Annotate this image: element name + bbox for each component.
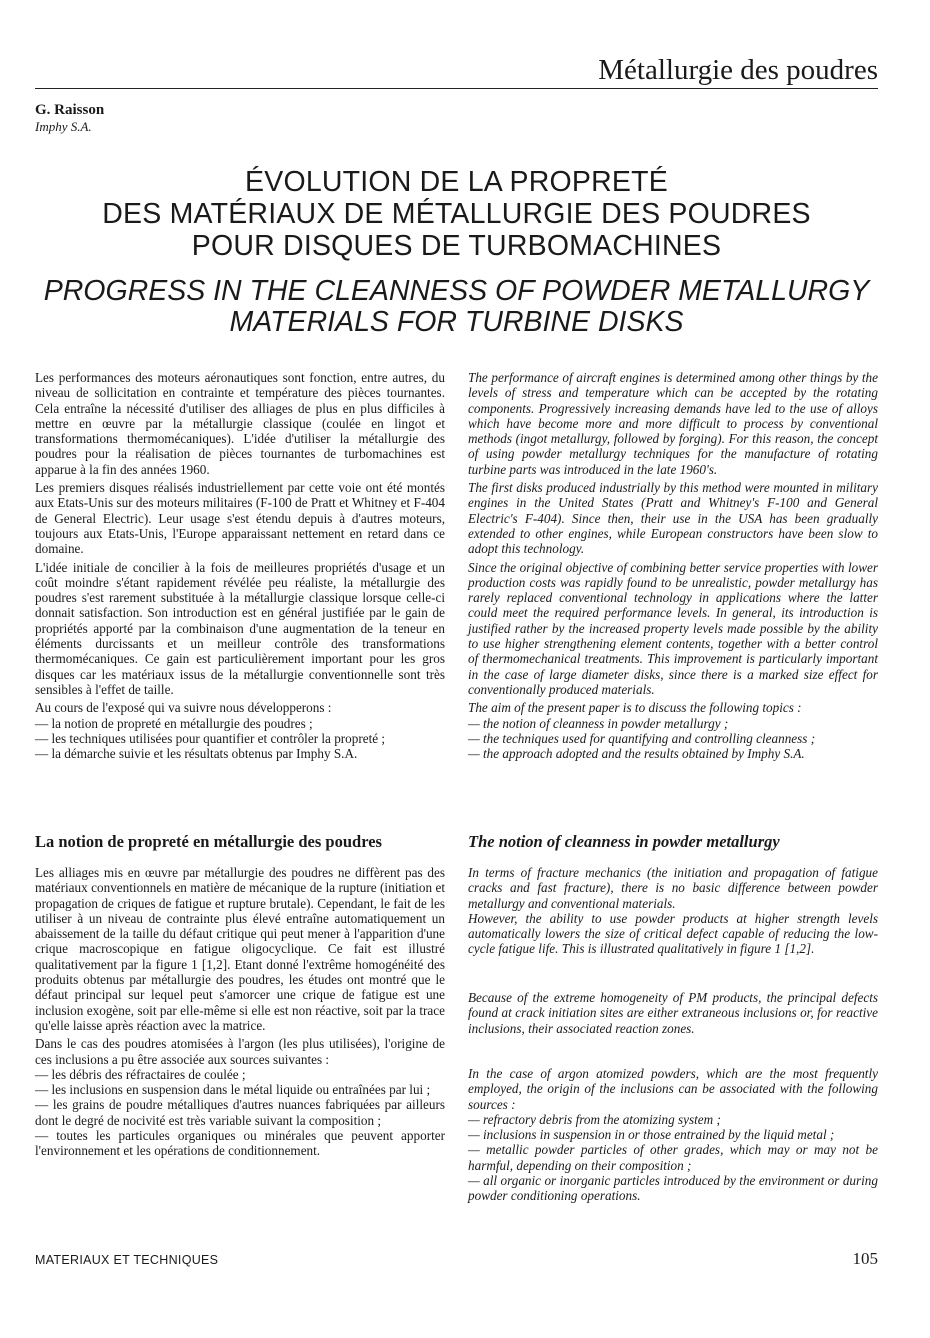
- paragraph: The first disks produced industrially by this method were mounted in military engines in the United States (Pratt and Whitney's F-100 and General Electric's F-404). Since then, their use in the USA has been gradually extended to other engines, while European constructors have been slow to adopt this technology.: [468, 480, 878, 557]
- section-english-block: [468, 990, 878, 1039]
- title-french-line: DES MATÉRIAUX DE MÉTALLURGIE DES POUDRES: [102, 198, 811, 230]
- list-item: — all organic or inorganic particles introduced by the environment or during powder conditioning operations.: [468, 1173, 878, 1204]
- title-english-line: PROGRESS IN THE CLEANNESS OF POWDER METALLURGY: [43, 275, 870, 307]
- list-item: — inclusions in suspension in or those entrained by the liquid metal ;: [468, 1127, 835, 1143]
- section-english-column: [468, 865, 878, 960]
- list-item: — refractory debris from the atomizing system ;: [468, 1111, 721, 1127]
- journal-name: MATERIAUX ET TECHNIQUES: [35, 1253, 219, 1267]
- paragraph: Les premiers disques réalisés industriellement par cette voie ont été montés aux Etats-Unis sur des moteurs militaires (F-100 de Pratt et Whitney et F-404 de General Electric). Leur usage s'est étendu depuis à d'autres moteurs, toujours aux Etats-Unis, l'Europe apparaissant nettement en retard dans ce domaine.: [35, 480, 445, 557]
- section-heading-french: La notion de propreté en métallurgie des poudres: [35, 832, 382, 851]
- page-number: 105: [852, 1249, 878, 1268]
- author-name: G. Raisson: [35, 102, 105, 118]
- title-english-line: MATERIALS FOR TURBINE DISKS: [229, 306, 684, 338]
- running-head: Métallurgie des poudres: [598, 54, 878, 86]
- paragraph: Les performances des moteurs aéronautiques sont fonction, entre autres, du niveau de sollicitation en contrainte et température des pièces tournantes. Cela entraîne la nécessité d'utiliser des alliages de plus en plus difficiles à mettre en œuvre par la métallurgie classique (coulée en lingot et transformations thermomécaniques). L'idée d'utiliser la métallurgie des poudres pour la réalisation de pièces tournantes de turbomachines est apparue à la fin des années 1960.: [35, 370, 445, 477]
- paragraph: Les alliages mis en œuvre par métallurgie des poudres ne diffèrent pas des matériaux conventionnels en matière de mécanique de la rupture (initiation et propagation de criques de fatigue et rupture brutale). Cependant, le fait de les utiliser à un niveau de contrainte plus élevé entraîne automatiquement un abaissement de la taille du défaut critique qui peut mener à l'apparition d'une crique macroscopique en fatigue oligocyclique. Ce fait est illustré qualitativement par la figure 1 [1,2]. Etant donné l'extrême homogénéité des produits obtenus par métallurgie des poudres, les études ont montré que le défaut principal sur lequel peut s'amorcer une crique de fatigue est une inclusion exogène, soit par elle-même si elle est non réactive, soit par la trace qu'elle laisse après réaction avec la matrice.: [35, 865, 445, 1033]
- title-english: [35, 276, 878, 338]
- title-french-line: POUR DISQUES DE TURBOMACHINES: [191, 230, 722, 262]
- paragraph: Dans le cas des poudres atomisées à l'argon (les plus utilisées), l'origine de ces inclusions a pu être associée aux sources suivantes :: [35, 1036, 445, 1067]
- paragraph: Since the original objective of combining better service properties with lower production costs was rapidly found to be unrealistic, powder metallurgy has rarely replaced conventional technology in applications where the latter could meet the required performance levels. In general, its introduction is justified rather by the increased property levels made possible by the ability to use higher strengthening element contents, together with a better control of thermomechanical treatments. This improvement is particularly important in the case of large diameter disks, since there is a marked size effect for conventionally produced materials.: [468, 559, 878, 697]
- intro-english-column: [468, 370, 878, 761]
- list-item: — the notion of cleanness in powder metallurgy ;: [468, 715, 729, 731]
- paragraph: In terms of fracture mechanics (the initiation and propagation of fatigue cracks and fast fracture), there is no basic difference between powder metallurgy and conventional materials.: [468, 865, 878, 911]
- paragraph: Au cours de l'exposé qui va suivre nous développerons :: [35, 700, 332, 716]
- paragraph: In the case of argon atomized powders, which are the most frequently employed, the origin of the inclusions can be associated with the following sources :: [468, 1066, 878, 1112]
- list-item: — les inclusions en suspension dans le métal liquide ou entraînées par lui ;: [35, 1082, 431, 1098]
- list-item: — la notion de propreté en métallurgie des poudres ;: [35, 715, 313, 731]
- paragraph: However, the ability to use powder products at higher strength levels automatically lowers the size of critical defect capable of reducing the low-cycle fatigue life. This is illustrated qualitatively in figure 1 [1,2].: [468, 910, 878, 957]
- list-item: — les techniques utilisées pour quantifier et contrôler la propreté ;: [35, 730, 386, 746]
- list-item: — the techniques used for quantifying and controlling cleanness ;: [468, 730, 816, 746]
- paragraph: Because of the extreme homogeneity of PM products, the principal defects found at crack initiation sites are either extraneous inclusions or, for reactive inclusions, their associated reaction zones.: [468, 990, 878, 1036]
- list-item: — the approach adopted and the results obtained by Imphy S.A.: [468, 746, 805, 762]
- author-affiliation: Imphy S.A.: [35, 119, 92, 134]
- list-item: — les grains de poudre métalliques d'autres nuances fabriquées par ailleurs dont le degré de nocivité est très variable suivant la composition ;: [35, 1097, 445, 1128]
- paragraph: L'idée initiale de concilier à la fois de meilleures propriétés d'usage et un coût moindre s'étant rapidement révélée peu réaliste, la métallurgie des poudres s'est rarement substituée à la métallurgie classique lorsque celle-ci donnait satisfaction. Son introduction est en général justifiée par le gain de propriétés apporté par la combinaison d'une augmentation de la teneur en éléments durcissants et un meilleur contrôle des transformations thermomécaniques. Ce gain est particulièrement important pour les gros disques car les matériaux issus de la métallurgie conventionnelle sont très sensibles à l'effet de taille.: [35, 559, 445, 697]
- header-rule: [35, 88, 878, 89]
- paragraph: The performance of aircraft engines is determined among other things by the levels of stress and temperature which can be accepted by the rotating components. Progressively increasing demands have led to the use of alloys which have become more and more difficult to process by conventional methods (ingot metallurgy, followed by forging). For this reason, the concept of using powder metallurgy techniques for the manufacture of rotating turbine parts was introduced in the late 1960's.: [468, 370, 878, 477]
- list-item: — metallic powder particles of other grades, which may or may not be harmful, depending on their composition ;: [468, 1142, 878, 1173]
- intro-french-column: [35, 370, 445, 761]
- section-french-column: [35, 865, 445, 1159]
- title-french-line: ÉVOLUTION DE LA PROPRETÉ: [245, 166, 668, 198]
- title-french: [35, 166, 878, 262]
- section-heading-english: The notion of cleanness in powder metallurgy: [468, 832, 780, 851]
- section-english-block: [468, 1066, 878, 1204]
- list-item: — toutes les particules organiques ou minérales que peuvent apporter l'environnement et les opérations de conditionnement.: [35, 1128, 445, 1159]
- list-item: — les débris des réfractaires de coulée ;: [35, 1066, 246, 1082]
- paragraph: The aim of the present paper is to discuss the following topics :: [468, 700, 802, 716]
- list-item: — la démarche suivie et les résultats obtenus par Imphy S.A.: [35, 746, 358, 762]
